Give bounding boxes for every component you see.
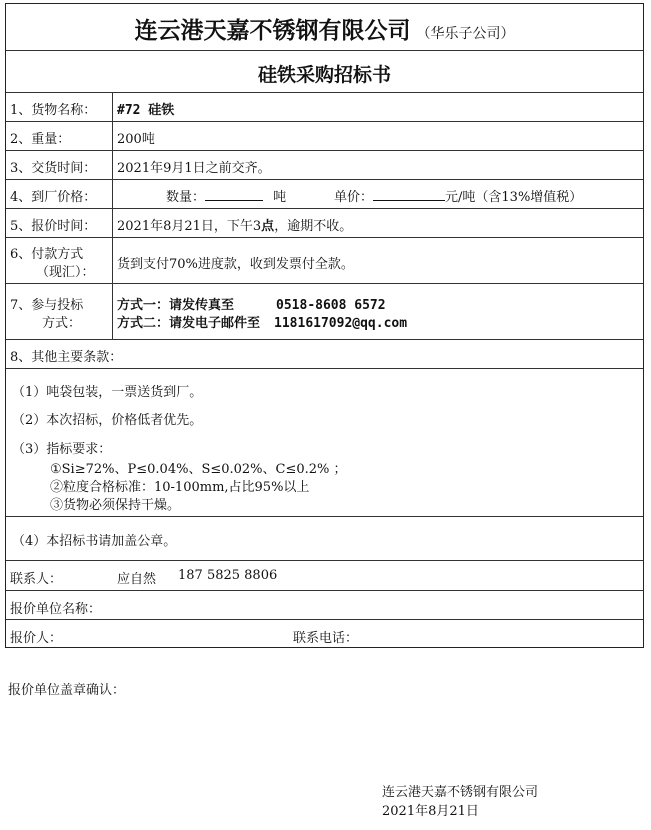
company-name: 连云港天嘉不锈钢有限公司 <box>134 17 411 44</box>
quote-time-text-b: ，逾期不收。 <box>274 219 353 234</box>
bidder-unit-row <box>6 591 643 620</box>
quote-time-text-a: 2021年8月21日，下午3 <box>117 219 262 234</box>
row-payment <box>6 238 643 284</box>
branch-name: （华乐子公司） <box>416 26 515 42</box>
bid-method-label-a: 7、参与投标 <box>10 298 84 313</box>
quantity-unit: 吨 <box>273 190 287 205</box>
contact-name: 应自然 <box>117 572 157 587</box>
unit-price-blank <box>373 187 445 201</box>
weight-value: 200吨 <box>117 132 155 147</box>
stamp-confirm-label: 报价单位盖章确认： <box>8 683 126 698</box>
quantity-label: 数量： <box>166 190 206 205</box>
term-2: （2）本次招标，价格低者优先。 <box>12 413 203 428</box>
header-row <box>6 4 643 51</box>
doc-title: 硅铁采购招标书 <box>257 64 391 86</box>
bidder-person-label: 报价人： <box>10 631 63 646</box>
term-3: （3）指标要求： <box>12 442 112 457</box>
factory-price-label: 4、到厂价格： <box>10 190 97 205</box>
bidder-unit-label: 报价单位名称： <box>10 602 102 617</box>
payment-label-a: 6、付款方式 <box>10 247 84 262</box>
payment-value: 货到支付70%进度款，收到发票付全款。 <box>117 257 354 272</box>
goods-name-label: 1、货物名称： <box>10 103 97 118</box>
bid-method-label-b: 方式： <box>42 316 82 331</box>
quote-time-bold: 点 <box>261 219 275 234</box>
email-address: 1181617092@qq.com <box>274 316 408 331</box>
doc-title-row <box>6 51 643 93</box>
other-terms-label: 8、其他主要条款： <box>10 350 123 365</box>
quantity-field <box>166 186 286 205</box>
fax-label: 方式一：请发传真至 <box>117 298 235 313</box>
contact-label: 联系人： <box>10 572 63 587</box>
unit-price-unit: 元/吨（含13%增值税） <box>445 190 583 205</box>
term-3-dry: ③货物必须保持干燥。 <box>50 498 181 513</box>
terms-block <box>6 369 643 517</box>
row-factory-price <box>6 180 643 209</box>
unit-price-label: 单价： <box>334 190 374 205</box>
row-weight <box>6 122 643 151</box>
row-quote-time <box>6 209 643 238</box>
bid-method-email <box>117 312 407 331</box>
fax-number: 0518-8608 6572 <box>276 298 386 313</box>
tender-form <box>5 3 644 648</box>
bid-method-fax <box>117 294 386 313</box>
quantity-blank <box>205 187 263 201</box>
unit-price-field <box>334 186 582 205</box>
term-4-row <box>6 517 643 561</box>
row-bid-method <box>6 284 643 340</box>
quote-time-label: 5、报价时间： <box>10 219 97 234</box>
delivery-time-value: 2021年9月1日之前交齐。 <box>117 161 271 176</box>
delivery-time-label: 3、交货时间： <box>10 161 97 176</box>
quote-time-value <box>117 215 352 234</box>
footer-company: 连云港天嘉不锈钢有限公司 <box>382 785 539 800</box>
company-header <box>6 12 643 45</box>
bidder-phone-label: 联系电话： <box>293 631 359 646</box>
row-other-terms <box>6 340 643 369</box>
payment-label-b: （现汇）： <box>36 265 95 280</box>
term-4: （4）本招标书请加盖公章。 <box>12 534 177 549</box>
row-goods-name <box>6 93 643 122</box>
email-label: 方式二：请发电子邮件至 <box>117 316 261 331</box>
contact-phone: 187 5825 8806 <box>178 568 278 583</box>
goods-name-value: #72 硅铁 <box>117 103 175 118</box>
contact-row <box>6 561 643 591</box>
weight-label: 2、重量： <box>10 132 71 147</box>
bidder-person-row <box>6 620 643 647</box>
term-1: （1）吨袋包装，一票送货到厂。 <box>12 385 203 400</box>
term-3-size: ②粒度合格标准：10-100mm,占比95%以上 <box>50 480 310 495</box>
row-delivery-time <box>6 151 643 180</box>
footer-date: 2021年8月21日 <box>382 804 479 819</box>
term-3-spec: ①Si≥72%、P≤0.04%、S≤0.02%、C≤0.2% ； <box>50 462 347 477</box>
